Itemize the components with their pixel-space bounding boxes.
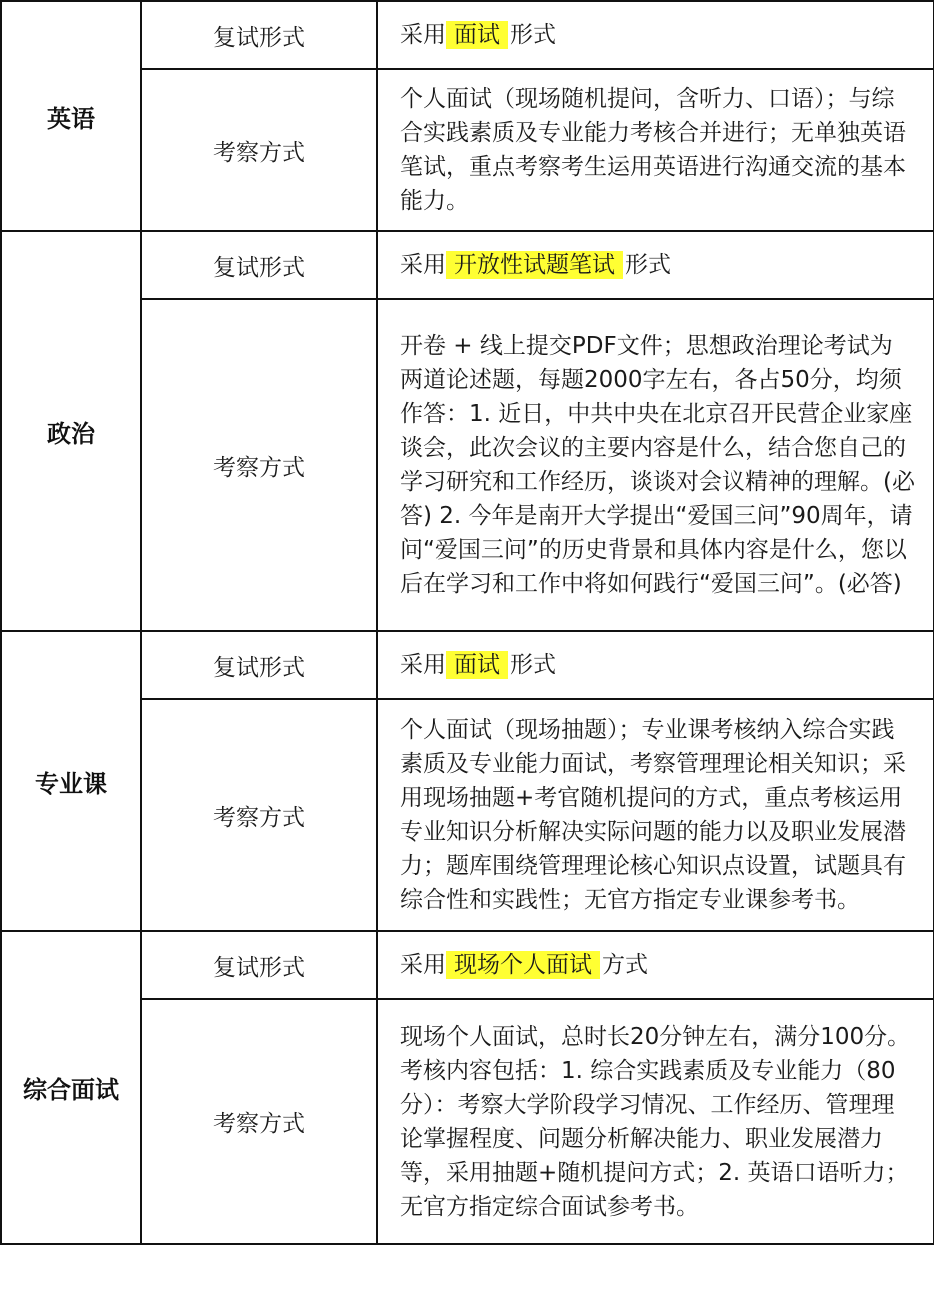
form-suffix: 形式 [510, 652, 556, 678]
detail-label: 考察方式 [141, 69, 377, 231]
form-label: 复试形式 [141, 931, 377, 999]
detail-text: 开卷 + 线上提交PDF文件；思想政治理论考试为两道论述题，每题2000字左右，各占50分，均须作答：1. 近日，中共中央在北京召开民营企业家座谈会，此次会议的主要内容是什么，结合您自己的学习研究和工作经历，谈谈对会议精神的理解。(必答) 2. 今年是南开大学提出“爱国三问”90周年，请问“爱国三问”的历史背景和具体内容是什么，您以后在学习和工作中将如何践行“爱国三问”。(必答) [377, 299, 934, 631]
form-label: 复试形式 [141, 631, 377, 699]
form-prefix: 采用 [400, 652, 446, 678]
table-row [1, 931, 934, 999]
detail-label: 考察方式 [141, 699, 377, 931]
form-suffix: 方式 [602, 952, 648, 978]
highlighted-format: 面试 [446, 21, 508, 49]
table-row [1, 299, 934, 631]
form-label: 复试形式 [141, 231, 377, 299]
detail-text: 现场个人面试，总时长20分钟左右，满分100分。考核内容包括：1. 综合实践素质及专业能力（80分）：考察大学阶段学习情况、工作经历、管理理论掌握程度、问题分析解决能力、职业发展潜力等，采用抽题+随机提问方式；2. 英语口语听力；无官方指定综合面试参考书。 [377, 999, 934, 1244]
table-row [1, 699, 934, 931]
table-row [1, 631, 934, 699]
table-row [1, 231, 934, 299]
subject-comprehensive: 综合面试 [1, 931, 141, 1244]
form-prefix: 采用 [400, 952, 446, 978]
form-value [377, 231, 934, 299]
highlighted-format: 开放性试题笔试 [446, 251, 623, 279]
form-prefix: 采用 [400, 252, 446, 278]
table-row [1, 69, 934, 231]
table-row [1, 999, 934, 1244]
detail-label: 考察方式 [141, 999, 377, 1244]
detail-label: 考察方式 [141, 299, 377, 631]
form-value [377, 631, 934, 699]
form-label: 复试形式 [141, 1, 377, 69]
detail-text: 个人面试（现场抽题）；专业课考核纳入综合实践素质及专业能力面试，考察管理理论相关知识；采用现场抽题+考官随机提问的方式，重点考核运用专业知识分析解决实际问题的能力以及职业发展潜力；题库围绕管理理论核心知识点设置，试题具有综合性和实践性；无官方指定专业课参考书。 [377, 699, 934, 931]
form-prefix: 采用 [400, 22, 446, 48]
table-row [1, 1, 934, 69]
form-suffix: 形式 [625, 252, 671, 278]
subject-professional: 专业课 [1, 631, 141, 931]
form-value [377, 1, 934, 69]
subject-english: 英语 [1, 1, 141, 231]
form-suffix: 形式 [510, 22, 556, 48]
highlighted-format: 现场个人面试 [446, 951, 600, 979]
detail-text: 个人面试（现场随机提问，含听力、口语）；与综合实践素质及专业能力考核合并进行；无单独英语笔试，重点考察考生运用英语进行沟通交流的基本能力。 [377, 69, 934, 231]
subject-politics: 政治 [1, 231, 141, 631]
form-value [377, 931, 934, 999]
highlighted-format: 面试 [446, 651, 508, 679]
